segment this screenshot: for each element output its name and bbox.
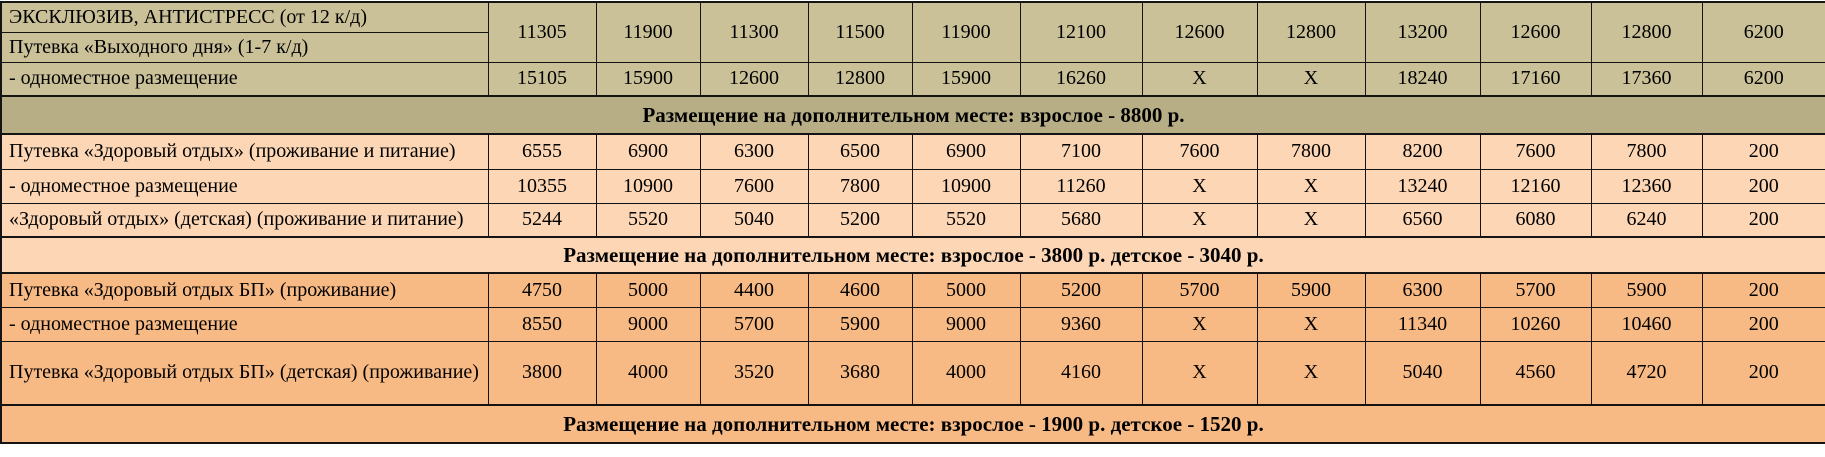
price-cell: 7600 <box>1142 134 1257 169</box>
price-cell: 5200 <box>1020 273 1142 307</box>
price-cell: 5244 <box>488 203 596 237</box>
price-cell: 11900 <box>912 2 1020 62</box>
price-cell: 8550 <box>488 307 596 341</box>
price-cell: 11305 <box>488 2 596 62</box>
price-cell: 8200 <box>1365 134 1480 169</box>
table-row <box>1 307 1825 341</box>
price-cell: 5520 <box>596 203 700 237</box>
price-cell: 12800 <box>1257 2 1365 62</box>
price-cell: 5700 <box>1480 273 1591 307</box>
price-cell: 11900 <box>596 2 700 62</box>
price-cell: 200 <box>1702 307 1825 341</box>
price-cell: 15105 <box>488 62 596 96</box>
price-cell: 5700 <box>1142 273 1257 307</box>
price-cell: X <box>1257 307 1365 341</box>
row-label-cell: Путевка «Здоровый отдых БП» (детская) (проживание) <box>1 341 488 405</box>
price-cell: 17160 <box>1480 62 1591 96</box>
price-cell: 5200 <box>808 203 912 237</box>
price-cell: 18240 <box>1365 62 1480 96</box>
price-cell: 6240 <box>1591 203 1702 237</box>
price-cell: 11340 <box>1365 307 1480 341</box>
price-cell: 5900 <box>1591 273 1702 307</box>
price-cell: X <box>1257 203 1365 237</box>
price-cell: 12100 <box>1020 2 1142 62</box>
price-cell: X <box>1142 203 1257 237</box>
price-cell: 10900 <box>596 169 700 203</box>
row-label-cell: «Здоровый отдых» (детская) (проживание и питание) <box>1 203 488 237</box>
price-cell: 12600 <box>1142 2 1257 62</box>
price-cell: 6500 <box>808 134 912 169</box>
price-cell: 200 <box>1702 203 1825 237</box>
price-cell: 5000 <box>596 273 700 307</box>
price-cell: 6900 <box>912 134 1020 169</box>
table-row <box>1 2 1825 32</box>
price-cell: 4560 <box>1480 341 1591 405</box>
price-cell: 200 <box>1702 134 1825 169</box>
price-cell: X <box>1257 62 1365 96</box>
price-cell: 6560 <box>1365 203 1480 237</box>
price-cell: 200 <box>1702 169 1825 203</box>
price-cell: 5040 <box>1365 341 1480 405</box>
price-cell: 5520 <box>912 203 1020 237</box>
band-row <box>1 405 1825 443</box>
price-cell: 13200 <box>1365 2 1480 62</box>
price-cell: 4000 <box>912 341 1020 405</box>
price-cell: 6200 <box>1702 2 1825 62</box>
price-cell: 200 <box>1702 273 1825 307</box>
price-cell: 10260 <box>1480 307 1591 341</box>
price-cell: 7600 <box>1480 134 1591 169</box>
price-cell: X <box>1142 341 1257 405</box>
band-note-cell: Размещение на дополнительном месте: взрослое - 8800 р. <box>1 96 1825 134</box>
price-table-body <box>1 2 1825 443</box>
price-cell: 12800 <box>808 62 912 96</box>
price-cell: 5900 <box>1257 273 1365 307</box>
table-row <box>1 62 1825 96</box>
price-cell: X <box>1257 341 1365 405</box>
price-cell: 12160 <box>1480 169 1591 203</box>
price-cell: X <box>1142 307 1257 341</box>
price-cell: 6200 <box>1702 62 1825 96</box>
price-cell: 5040 <box>700 203 808 237</box>
price-cell: 7800 <box>808 169 912 203</box>
price-cell: 5680 <box>1020 203 1142 237</box>
row-label-cell: - одноместное размещение <box>1 62 488 96</box>
row-label-cell: Путевка «Выходного дня» (1-7 к/д) <box>1 32 488 62</box>
table-row <box>1 169 1825 203</box>
row-label-cell: ЭКСКЛЮЗИВ, АНТИСТРЕСС (от 12 к/д) <box>1 2 488 32</box>
price-cell: 4400 <box>700 273 808 307</box>
price-cell: 7800 <box>1591 134 1702 169</box>
price-cell: 6300 <box>700 134 808 169</box>
row-label-cell: - одноместное размещение <box>1 169 488 203</box>
price-cell: 12600 <box>1480 2 1591 62</box>
price-cell: 3680 <box>808 341 912 405</box>
table-row <box>1 134 1825 169</box>
price-cell: 4720 <box>1591 341 1702 405</box>
price-cell: 10900 <box>912 169 1020 203</box>
price-cell: 16260 <box>1020 62 1142 96</box>
price-cell: 17360 <box>1591 62 1702 96</box>
price-cell: 11500 <box>808 2 912 62</box>
price-cell: 6555 <box>488 134 596 169</box>
price-cell: 6080 <box>1480 203 1591 237</box>
price-cell: 4000 <box>596 341 700 405</box>
price-cell: 3800 <box>488 341 596 405</box>
price-cell: 13240 <box>1365 169 1480 203</box>
price-cell: 7600 <box>700 169 808 203</box>
table-row <box>1 273 1825 307</box>
band-note-cell: Размещение на дополнительном месте: взрослое - 1900 р. детское - 1520 р. <box>1 405 1825 443</box>
price-cell: 12600 <box>700 62 808 96</box>
price-cell: 11300 <box>700 2 808 62</box>
row-label-cell: Путевка «Здоровый отдых БП» (проживание) <box>1 273 488 307</box>
price-cell: 5900 <box>808 307 912 341</box>
price-cell: X <box>1257 169 1365 203</box>
band-row <box>1 96 1825 134</box>
price-cell: 9000 <box>912 307 1020 341</box>
band-row <box>1 237 1825 273</box>
price-cell: 11260 <box>1020 169 1142 203</box>
price-cell: 6300 <box>1365 273 1480 307</box>
price-cell: 3520 <box>700 341 808 405</box>
table-row <box>1 341 1825 405</box>
price-cell: 6900 <box>596 134 700 169</box>
price-cell: 15900 <box>596 62 700 96</box>
row-label-cell: Путевка «Здоровый отдых» (проживание и питание) <box>1 134 488 169</box>
table-row <box>1 203 1825 237</box>
price-cell: 9360 <box>1020 307 1142 341</box>
price-cell: 5700 <box>700 307 808 341</box>
price-cell: 10460 <box>1591 307 1702 341</box>
price-cell: 15900 <box>912 62 1020 96</box>
price-cell: X <box>1142 169 1257 203</box>
price-cell: 12800 <box>1591 2 1702 62</box>
price-cell: 4600 <box>808 273 912 307</box>
price-cell: 12360 <box>1591 169 1702 203</box>
price-cell: 5000 <box>912 273 1020 307</box>
price-cell: 9000 <box>596 307 700 341</box>
price-cell: 10355 <box>488 169 596 203</box>
price-table <box>0 1 1825 444</box>
row-label-cell: - одноместное размещение <box>1 307 488 341</box>
price-cell: X <box>1142 62 1257 96</box>
price-cell: 7800 <box>1257 134 1365 169</box>
price-cell: 7100 <box>1020 134 1142 169</box>
price-cell: 4750 <box>488 273 596 307</box>
price-cell: 4160 <box>1020 341 1142 405</box>
band-note-cell: Размещение на дополнительном месте: взрослое - 3800 р. детское - 3040 р. <box>1 237 1825 273</box>
price-cell: 200 <box>1702 341 1825 405</box>
